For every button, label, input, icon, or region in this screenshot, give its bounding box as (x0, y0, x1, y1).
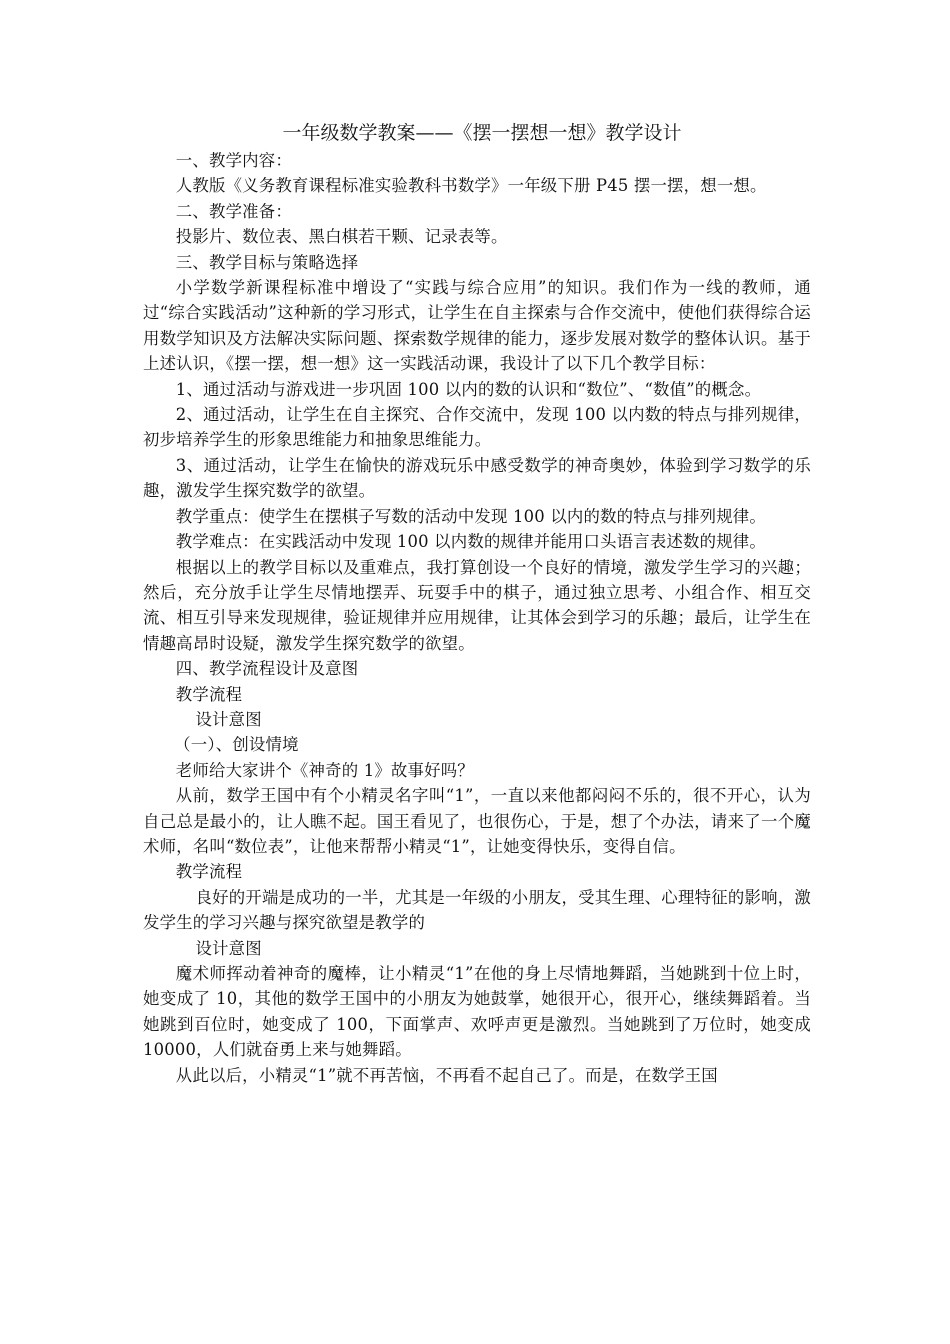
label-teaching-flow: 教学流程 (175, 684, 243, 704)
label-teaching-flow-2: 教学流程 (175, 862, 243, 882)
goal-item-1: 1、通过活动与游戏进一步巩固 100 以内的数的认识和“数位”、“数值”的概念。 (175, 379, 762, 399)
paragraph-strategy: 根据以上的教学目标以及重难点，我打算创设一个良好的情境，激发学生学习的兴趣；然后，充分放手让学生尽情地摆弄、玩耍手中的棋子，通过独立思考、小组合作、相互交流、相互引导来发现规律，验证规律并应用规律，让其体会到学习的乐趣；最后，让学生在情趣高昂时设疑，激发学生探究数学的欲望。 (143, 557, 811, 653)
section-heading-goals: 三、教学目标与策略选择 (175, 252, 359, 272)
paragraph-key-point: 教学重点：使学生在摆棋子写数的活动中发现 100 以内的数的特点与排列规律。 (175, 506, 766, 526)
paragraph-intent-note: 良好的开端是成功的一半，尤其是一年级的小朋友，受其生理、心理特征的影响，激发学生的学习兴趣与探究欲望是教学的 (143, 887, 811, 933)
paragraph-story-1: 从前，数学王国中有个小精灵名字叫“1”，一直以来他都闷闷不乐的，很不开心，认为自己总是最小的，让人瞧不起。国王看见了，也很伤心，于是，想了个办法，请来了一个魔术师，名叫“数位表”，让他来帮帮小精灵“1”，让她变得快乐，变得自信。 (143, 786, 811, 856)
section-heading-content: 一、教学内容： (175, 151, 292, 170)
paragraph-story-3: 从此以后，小精灵“1”就不再苦恼，不再看不起自己了。而是，在数学王国 (175, 1065, 718, 1085)
section-heading-flow: 四、教学流程设计及意图 (175, 659, 359, 679)
goal-item-3: 3、通过活动，让学生在愉快的游戏玩乐中感受数学的神奇奥妙，体验到学习数学的乐趣，激发学生探究数学的欲望。 (143, 455, 811, 501)
section-heading-preparation: 二、教学准备： (175, 201, 292, 221)
label-design-intent: 设计意图 (195, 709, 262, 729)
document-title: 一年级数学教案——《摆一摆想一想》教学设计 (282, 122, 682, 144)
label-design-intent-2: 设计意图 (195, 938, 262, 958)
subheading-scenario: （一）、创设情境 (174, 735, 299, 755)
paragraph-difficulty: 教学难点：在实践活动中发现 100 以内数的规律并能用口头语言表述数的规律。 (175, 532, 766, 552)
goal-item-2: 2、通过活动，让学生在自主探究、合作交流中，发现 100 以内数的特点与排列规律，初步培养学生的形象思维能力和抽象思维能力。 (143, 405, 811, 450)
paragraph-textbook: 人教版《义务教育课程标准实验教科书数学》一年级下册 P45 摆一摆，想一想。 (175, 176, 767, 196)
paragraph-curriculum: 小学数学新课程标准中增设了“实践与综合应用”的知识。我们作为一线的教师，通过“综合实践活动”这种新的学习形式，让学生在自主探索与合作交流中，使他们获得综合运用数学知识及方法解决实际问题、探索数学规律的能力，逐步发展对数学的整体认识。基于上述认识，《摆一摆，想一想》这一实践活动课，我设计了以下几个教学目标： (143, 278, 811, 374)
paragraph-story-2: 魔术师挥动着神奇的魔棒，让小精灵“1”在他的身上尽情地舞蹈，当她跳到十位上时，她变成了 10，其他的数学王国中的小朋友为她鼓掌，她很开心，很开心，继续舞蹈着。当她跳到百位时，她变成了 100，下面掌声、欢呼声更是激烈。当她跳到了万位时，她变成 10000，人们就奋勇上来与她舞蹈。 (143, 964, 811, 1060)
paragraph-materials: 投影片、数位表、黑白棋若干颗、记录表等。 (175, 227, 508, 247)
document-page (143, 118, 811, 1088)
paragraph-story-intro: 老师给大家讲个《神奇的 1》故事好吗？ (175, 760, 474, 780)
